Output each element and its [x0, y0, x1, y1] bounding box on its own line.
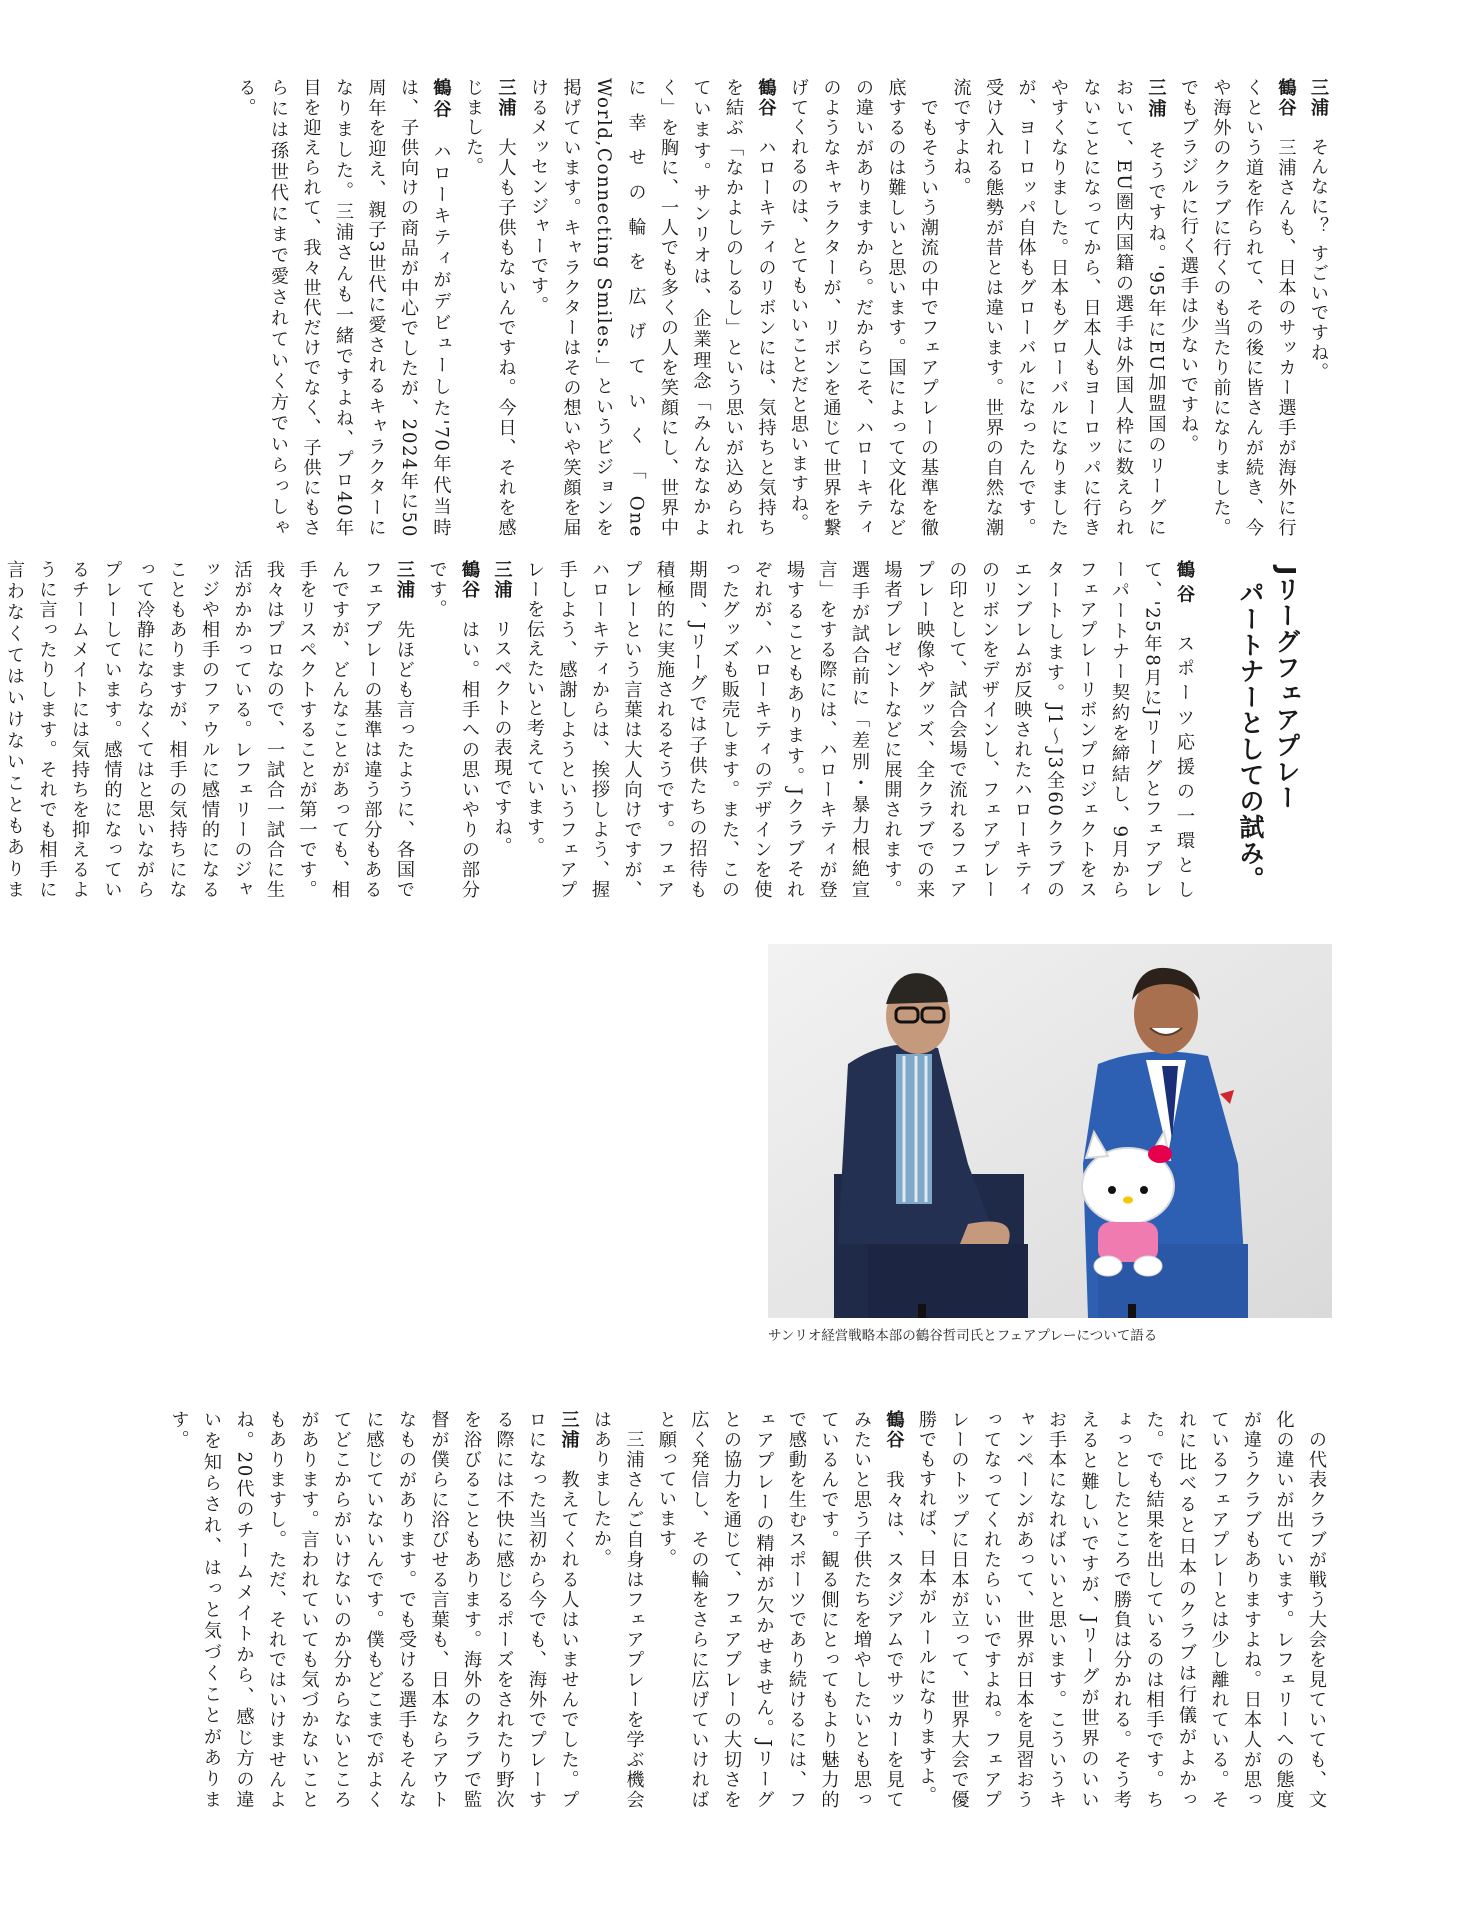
paragraph — [1302, 78, 1335, 538]
speaker-label: 鶴谷 — [459, 560, 480, 601]
speaker-label: 鶴谷 — [430, 78, 452, 121]
paragraph-text: 我々は、スタジアムでサッカーを見てみたいと思う子供たちを増やしたいとも思っているんです。観る側にとってもより魅力的で感動を生むスポーツであり続けるには、フェアプレーの精神が欠かせません。Jリーグとの協力を通じて、フェアプレーの大切さを広く発信し、その輪をさらに広げていければと願っています。 — [656, 1410, 905, 1810]
paragraph-text: 先ほども言ったように、各国でフェアプレーの基準は違う部分もあるんですが、どんなことがあっても、相手をリスペクトすることが第一です。我々はプロなので、一試合一試合に生活がかかっている。レフェリーのジャッジや相手のファウルに感情的になることもありますが、相手の気持ちになって冷静にならなくてはと思いながらプレーしています。感情的になっているチームメイトには気持ちを抑えるように言ったりします。それでも相手に言わなくてはいけないこともありま — [4, 560, 415, 900]
paragraph — [944, 78, 1172, 538]
section-heading-line-2: パートナーとしての試み。 — [1236, 580, 1265, 892]
speaker-label: 鶴谷 — [1174, 560, 1195, 610]
article-column-2b — [124, 990, 670, 1370]
paragraph-text: そうですね。'95年にEU加盟国のリーグにおいて、EU圏内国籍の選手は外国人枠に数えられないことになってから、日本人もヨーロッパに行きやすくなりました。日本もグローバルになりましたが、ヨーロッパ自体もグローバルになったんです。受け入れる態勢が昔とは違います。世界の自然な潮流ですよね。 — [950, 78, 1167, 539]
paragraph — [782, 78, 945, 538]
paragraph-text: スポーツ応援の一環として、'25年8月にJリーグとフェアプレーパートナー契約を締結し、9月からフェアプレーリボンプロジェクトをスタートします。J1～J3全60クラブのエンブレムが反映されたハローキティのリボンをデザインし、フェアプレーの印として、試合会場で流れるフェアプレー映像やグッズ、全クラブでの来場者プレゼントなどに展開されます。選手が試合前に「差別・暴力根絶宣言」をする際には、ハローキティが登場することもあります。Jクラブそれぞれが、ハローキティのデザインを使ったグッズも販売します。また、この期間、Jリーグでは子供たちの招待も積極的に実施されるそうです。フェアプレーという言葉は大人向けですが、ハローキティからは、挨拶しよう、握手しよう、感謝しようというフェアプレーを伝えたいと考えています。 — [524, 560, 1195, 900]
paragraph — [650, 1410, 910, 1810]
paragraph-text: 大人も子供もないんですね。今日、それを感じました。 — [463, 78, 517, 539]
interview-photo-illustration — [768, 944, 1332, 1318]
paragraph — [162, 1410, 585, 1810]
paragraph-text: 教えてくれる人はいませんでした。プロになった当初から今でも、海外でプレーする際には不快に感じるポーズをされたり野次を浴びることもあります。海外のクラブで監督が僕らに浴びせる言葉も、日本ならアウトなものがあります。でも受ける選手もそんなに感じていないんです。僕もどこまでがよくてどこからがいけないのか分からないところがあります。言われていても気づかないこともありますし。ただ、それではいけませんよね。20代のチームメイトから、感じ方の違いを知らされ、はっと気づくことがあります。 — [168, 1410, 580, 1810]
paragraph-text: でもそういう潮流の中でフェアプレーの基準を徹底するのは難しいと思います。国によって文化などの違いがありますから。だからこそ、ハローキティのようなキャラクターが、リボンを通じて世界を繋げてくれるのは、とてもいいことだと思いますね。 — [788, 78, 939, 538]
speaker-label: 三浦 — [1308, 78, 1329, 118]
paragraph — [1172, 78, 1302, 538]
paragraph-text: リスペクトの表現ですね。 — [491, 619, 513, 858]
paragraph-text: 三浦さんも、日本のサッカー選手が海外に行くという道を作られて、その後に皆さんが続き、今や海外のクラブに行くのも当たり前になりました。でもブラジルに行く選手は少ないですね。 — [1178, 78, 1297, 539]
speaker-label: 三浦 — [495, 78, 517, 119]
article-column-2 — [4, 560, 1200, 900]
paragraph-text: そんなに？ すごいですね。 — [1308, 137, 1329, 383]
speaker-label: 鶴谷 — [883, 1410, 905, 1451]
paragraph-text: 三浦さんご自身はフェアプレーを学ぶ機会はありましたか。 — [591, 1410, 645, 1810]
section-heading-line-1: Jリーグフェアプレー — [1272, 566, 1301, 811]
speaker-label: 三浦 — [491, 560, 513, 600]
paragraph — [518, 560, 1201, 900]
paragraph — [0, 560, 420, 900]
speaker-label: 三浦 — [558, 1410, 580, 1451]
paragraph — [485, 560, 518, 900]
paragraph — [910, 1410, 1333, 1810]
paragraph-text: ハローキティがデビューした'70年代当時は、子供向けの商品が中心でしたが、2024年に50周年を迎え、親子3世代に愛されるキャラクターになりました。三浦さんも一緒ですよね、プロ40年目を迎えられて、我々世代だけでなく、子供にもさらには孫世代にまで愛されていく方でいらっしゃる。 — [235, 78, 452, 538]
speaker-label: 三浦 — [394, 560, 415, 601]
interview-photo — [768, 944, 1332, 1318]
paragraph — [457, 78, 522, 538]
paragraph-text: の代表クラブが戦う大会を見ていても、文化の違いが出ています。レフェリーへの態度が違うクラブもありますよね。日本人が思っているフェアプレーとは少し離れている。それに比べると日本のクラブは行儀がよかった。でも結果を出しているのは相手です。ちょっとしたところで勝負は分かれる。そう考えると難しいですが、Jリーグが世界のいいお手本になればいいと思います。こういうキャンペーンがあって、世界が日本を見習おうってなってくれたらいいですよね。フェアプレーのトップに日本が立って、世界大会で優勝でもすれば、日本がルールになりますよ。 — [916, 1410, 1327, 1810]
speaker-label: 三浦 — [1145, 78, 1167, 120]
paragraph-text: はい。相手への思いやりの部分です。 — [426, 560, 480, 900]
photo-caption: サンリオ経営戦略本部の鶴谷哲司氏とフェアプレーについて語る — [768, 1328, 1158, 1344]
paragraph — [522, 78, 782, 538]
article-column-1 — [124, 78, 1334, 538]
article-column-3 — [124, 1410, 1332, 1810]
speaker-label: 鶴谷 — [755, 78, 777, 119]
paragraph — [420, 560, 485, 900]
paragraph-text: ハローキティのリボンには、気持ちと気持ちを結ぶ「なかよしのしるし」という思いが込められています。サンリオは、企業理念「みんななかよく」を胸に、一人でも多くの人を笑顔にし、世界中に幸せの輪を広げていく「One World,Connecting Smiles.」というビジョンを掲げています。キャラクターはその想いや笑顔を届けるメッセンジャーです。 — [528, 78, 777, 539]
paragraph — [585, 1410, 650, 1810]
speaker-label: 鶴谷 — [1275, 78, 1297, 119]
paragraph — [229, 78, 457, 538]
